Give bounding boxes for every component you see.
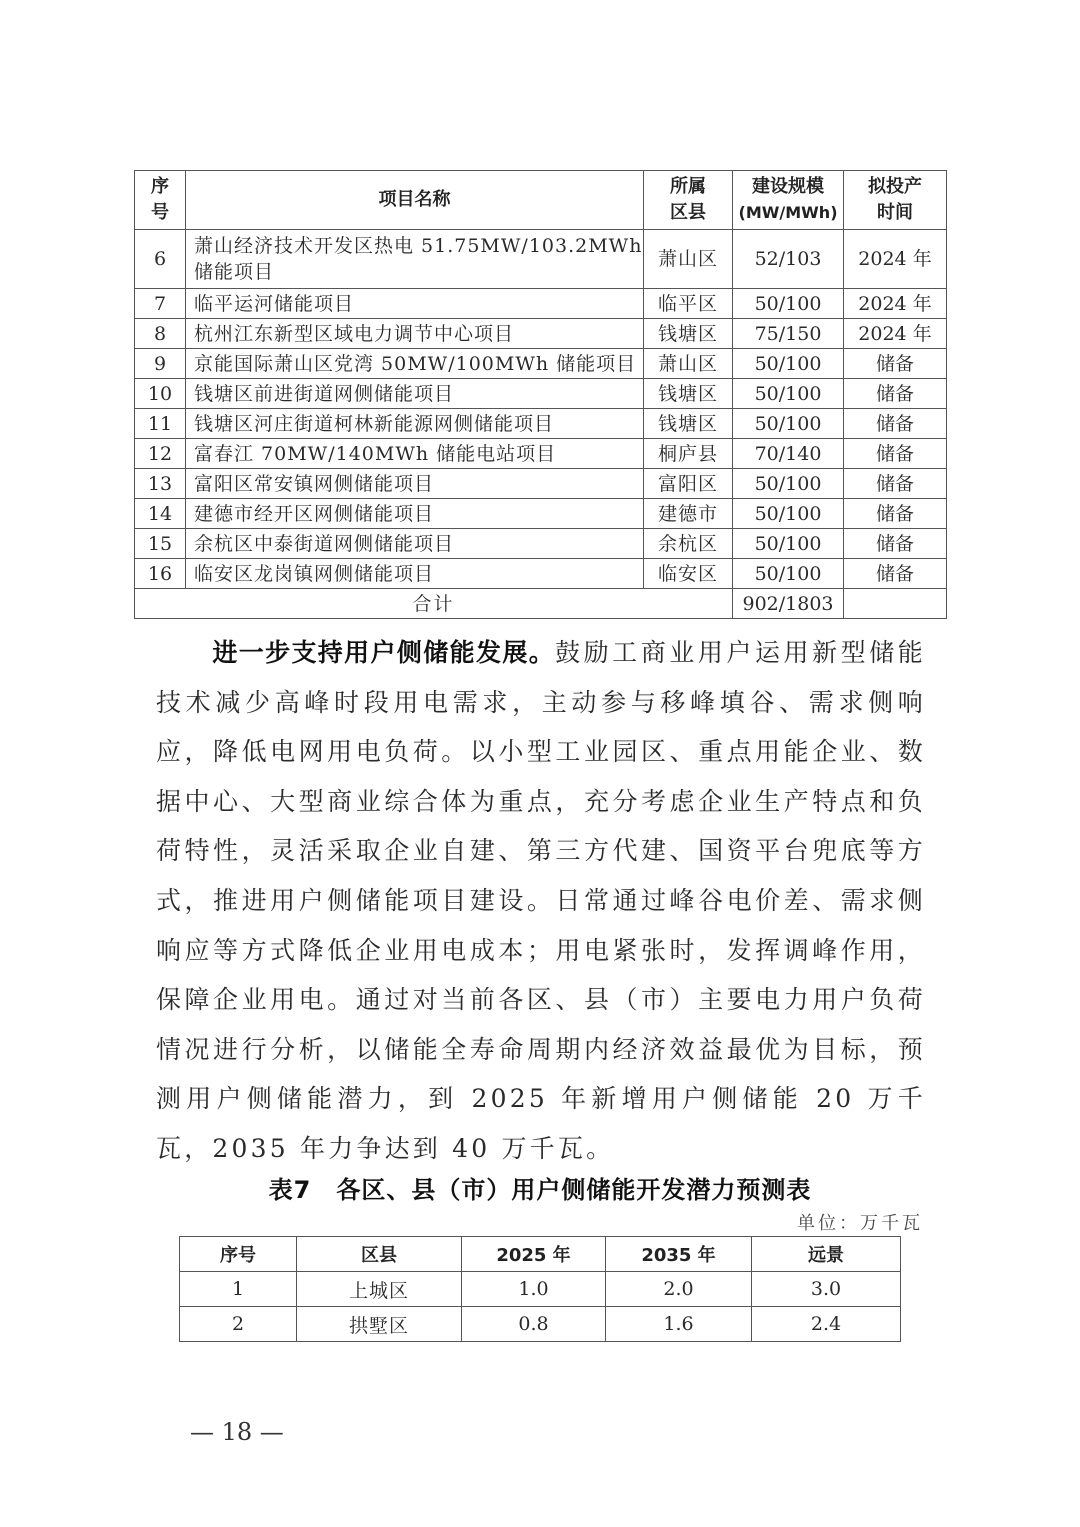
table-row bbox=[135, 319, 947, 349]
cell-time: 2024 年 bbox=[844, 289, 947, 319]
cell-time: 储备 bbox=[844, 529, 947, 559]
cell-index: 7 bbox=[135, 289, 186, 319]
header-long-term: 远景 bbox=[752, 1237, 901, 1272]
cell-index: 15 bbox=[135, 529, 186, 559]
cell-scale: 50/100 bbox=[733, 349, 844, 379]
header-index: 序 号 bbox=[135, 171, 186, 230]
page-number: — 18 — bbox=[190, 1418, 284, 1446]
cell-scale: 52/103 bbox=[733, 230, 844, 289]
cell-index: 10 bbox=[135, 379, 186, 409]
cell-2025: 0.8 bbox=[462, 1307, 606, 1342]
header-scale: 建设规模 (MW/MWh) bbox=[733, 171, 844, 230]
cell-index: 11 bbox=[135, 409, 186, 439]
cell-name: 临平运河储能项目 bbox=[186, 289, 644, 319]
cell-time: 储备 bbox=[844, 469, 947, 499]
cell-index: 16 bbox=[135, 559, 186, 589]
total-scale: 902/1803 bbox=[733, 589, 844, 619]
total-time bbox=[844, 589, 947, 619]
cell-scale: 70/140 bbox=[733, 439, 844, 469]
table-row bbox=[135, 349, 947, 379]
cell-name: 余杭区中泰街道网侧储能项目 bbox=[186, 529, 644, 559]
cell-index: 6 bbox=[135, 230, 186, 289]
cell-name: 富春江 70MW/140MWh 储能电站项目 bbox=[186, 439, 644, 469]
cell-scale: 50/100 bbox=[733, 409, 844, 439]
cell-scale: 50/100 bbox=[733, 379, 844, 409]
cell-region: 建德市 bbox=[644, 499, 733, 529]
cell-region: 钱塘区 bbox=[644, 409, 733, 439]
header-2035: 2035 年 bbox=[606, 1237, 752, 1272]
cell-region: 临平区 bbox=[644, 289, 733, 319]
cell-region: 萧山区 bbox=[644, 230, 733, 289]
cell-name: 建德市经开区网侧储能项目 bbox=[186, 499, 644, 529]
table-header-row bbox=[180, 1237, 901, 1272]
table-row bbox=[135, 559, 947, 589]
table-row bbox=[135, 529, 947, 559]
table-row bbox=[135, 289, 947, 319]
cell-region: 钱塘区 bbox=[644, 319, 733, 349]
cell-index: 1 bbox=[180, 1272, 297, 1307]
cell-index: 14 bbox=[135, 499, 186, 529]
header-time: 拟投产 时间 bbox=[844, 171, 947, 230]
cell-scale: 50/100 bbox=[733, 559, 844, 589]
table-row bbox=[180, 1307, 901, 1342]
cell-district: 拱墅区 bbox=[297, 1307, 462, 1342]
cell-time: 2024 年 bbox=[844, 230, 947, 289]
cell-time: 储备 bbox=[844, 379, 947, 409]
table-header-row bbox=[135, 171, 947, 230]
cell-index: 13 bbox=[135, 469, 186, 499]
cell-long-term: 3.0 bbox=[752, 1272, 901, 1307]
cell-time: 储备 bbox=[844, 499, 947, 529]
paragraph-body: 鼓励工商业用户运用新型储能技术减少高峰时段用电需求，主动参与移峰填谷、需求侧响应，降低电网用电负荷。以小型工业园区、重点用能企业、数据中心、大型商业综合体为重点，充分考虑企业生产特点和负荷特性，灵活采取企业自建、第三方代建、国资平台兜底等方式，推进用户侧储能项目建设。日常通过峰谷电价差、需求侧响应等方式降低企业用电成本；用电紧张时，发挥调峰作用，保障企业用电。通过对当前各区、县（市）主要电力用户负荷情况进行分析，以储能全寿命周期内经济效益最优为目标，预测用户侧储能潜力，到 2025 年新增用户侧储能 20 万千瓦，2035 年力争达到 40 万千瓦。 bbox=[156, 638, 926, 1163]
cell-region: 富阳区 bbox=[644, 469, 733, 499]
header-region: 所属 区县 bbox=[644, 171, 733, 230]
cell-2025: 1.0 bbox=[462, 1272, 606, 1307]
cell-time: 储备 bbox=[844, 349, 947, 379]
cell-name: 临安区龙岗镇网侧储能项目 bbox=[186, 559, 644, 589]
table-row bbox=[135, 439, 947, 469]
header-district: 区县 bbox=[297, 1237, 462, 1272]
cell-name: 萧山经济技术开发区热电 51.75MW/103.2MWh 储能项目 bbox=[186, 230, 644, 289]
table-row bbox=[135, 409, 947, 439]
cell-index: 2 bbox=[180, 1307, 297, 1342]
header-index: 序号 bbox=[180, 1237, 297, 1272]
cell-scale: 75/150 bbox=[733, 319, 844, 349]
cell-scale: 50/100 bbox=[733, 499, 844, 529]
cell-time: 储备 bbox=[844, 559, 947, 589]
cell-name: 京能国际萧山区党湾 50MW/100MWh 储能项目 bbox=[186, 349, 644, 379]
cell-scale: 50/100 bbox=[733, 469, 844, 499]
cell-name: 富阳区常安镇网侧储能项目 bbox=[186, 469, 644, 499]
cell-2035: 2.0 bbox=[606, 1272, 752, 1307]
cell-region: 钱塘区 bbox=[644, 379, 733, 409]
cell-region: 桐庐县 bbox=[644, 439, 733, 469]
project-table bbox=[134, 170, 947, 619]
table-row bbox=[135, 379, 947, 409]
table-row bbox=[135, 499, 947, 529]
cell-region: 余杭区 bbox=[644, 529, 733, 559]
header-2025: 2025 年 bbox=[462, 1237, 606, 1272]
cell-region: 临安区 bbox=[644, 559, 733, 589]
cell-scale: 50/100 bbox=[733, 289, 844, 319]
table-row bbox=[135, 469, 947, 499]
cell-2035: 1.6 bbox=[606, 1307, 752, 1342]
cell-scale: 50/100 bbox=[733, 529, 844, 559]
cell-name: 杭州江东新型区域电力调节中心项目 bbox=[186, 319, 644, 349]
cell-time: 2024 年 bbox=[844, 319, 947, 349]
table-row bbox=[135, 230, 947, 289]
cell-name: 钱塘区前进街道网侧储能项目 bbox=[186, 379, 644, 409]
table-row bbox=[180, 1272, 901, 1307]
paragraph-lead: 进一步支持用户侧储能发展。 bbox=[212, 638, 556, 667]
cell-name: 钱塘区河庄街道柯林新能源网侧储能项目 bbox=[186, 409, 644, 439]
total-label: 合计 bbox=[135, 589, 733, 619]
table-unit: 单位：万千瓦 bbox=[797, 1213, 923, 1234]
table-caption: 表7 各区、县（市）用户侧储能开发潜力预测表 bbox=[268, 1176, 812, 1204]
cell-time: 储备 bbox=[844, 409, 947, 439]
cell-long-term: 2.4 bbox=[752, 1307, 901, 1342]
cell-region: 萧山区 bbox=[644, 349, 733, 379]
cell-index: 12 bbox=[135, 439, 186, 469]
cell-time: 储备 bbox=[844, 439, 947, 469]
cell-index: 9 bbox=[135, 349, 186, 379]
body-paragraph bbox=[156, 628, 926, 1174]
potential-table bbox=[179, 1236, 901, 1342]
table-total-row bbox=[135, 589, 947, 619]
cell-index: 8 bbox=[135, 319, 186, 349]
cell-district: 上城区 bbox=[297, 1272, 462, 1307]
header-name: 项目名称 bbox=[186, 171, 644, 230]
